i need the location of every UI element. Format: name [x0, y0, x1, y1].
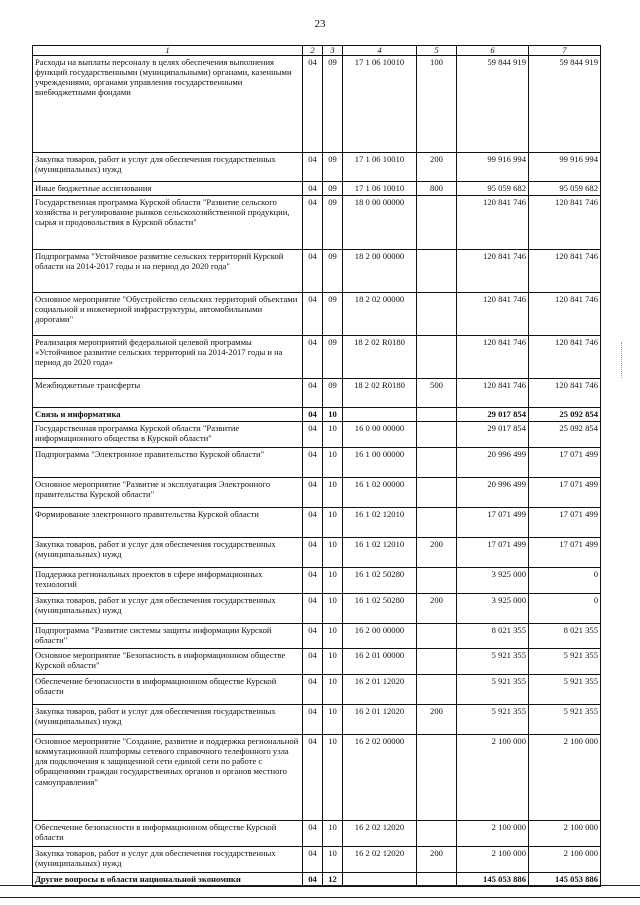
cell-sum1: 5 921 355: [457, 649, 529, 675]
cell-name: Межбюджетные трансферты: [33, 379, 303, 408]
cell-sum1: 99 916 994: [457, 153, 529, 182]
cell-sum2: 17 071 499: [529, 508, 601, 538]
table-row: [33, 568, 601, 594]
cell-rz: 04: [303, 705, 323, 735]
cell-sum1: 120 841 746: [457, 196, 529, 250]
cell-sum1: 2 100 000: [457, 735, 529, 821]
cell-name: Закупка товаров, работ и услуг для обеспечения государственных (муниципальных) нужд: [33, 538, 303, 568]
cell-sum2: 5 921 355: [529, 675, 601, 705]
cell-vr: 200: [417, 594, 457, 624]
header-cell: 7: [529, 46, 601, 56]
cell-sum2: 25 092 854: [529, 422, 601, 448]
cell-csr: 16 1 02 50280: [343, 568, 417, 594]
cell-rz: 04: [303, 624, 323, 649]
cell-name: Основное мероприятие "Обустройство сельских территорий объектами социальной и инженерной инфраструктуры, автомобильными дорогами": [33, 293, 303, 336]
cell-csr: 16 2 02 12020: [343, 847, 417, 873]
table-row: [33, 478, 601, 508]
header-cell: 6: [457, 46, 529, 56]
table-row: [33, 624, 601, 649]
cell-csr: 17 1 06 10010: [343, 153, 417, 182]
scan-margin-mark: [621, 342, 622, 378]
cell-rz: 04: [303, 408, 323, 422]
cell-name: Иные бюджетные ассигнования: [33, 182, 303, 196]
cell-vr: [417, 649, 457, 675]
cell-csr: 17 1 06 10010: [343, 56, 417, 153]
header-row: [33, 46, 601, 56]
cell-rz: 04: [303, 538, 323, 568]
cell-vr: [417, 336, 457, 379]
header-cell: 4: [343, 46, 417, 56]
cell-pr: 10: [323, 847, 343, 873]
cell-rz: 04: [303, 250, 323, 293]
cell-name: Обеспечение безопасности в информационном обществе Курской области: [33, 821, 303, 847]
table-body: [33, 56, 601, 887]
cell-pr: 10: [323, 422, 343, 448]
bottom-rule: [0, 885, 640, 886]
header-cell: 2: [303, 46, 323, 56]
cell-pr: 09: [323, 196, 343, 250]
table-row: [33, 196, 601, 250]
cell-vr: [417, 675, 457, 705]
cell-vr: 200: [417, 847, 457, 873]
table-row: [33, 153, 601, 182]
cell-sum1: 17 071 499: [457, 538, 529, 568]
cell-vr: 100: [417, 56, 457, 153]
table-row: [33, 508, 601, 538]
cell-vr: 200: [417, 705, 457, 735]
cell-sum2: 8 021 355: [529, 624, 601, 649]
cell-name: Закупка товаров, работ и услуг для обеспечения государственных (муниципальных) нужд: [33, 153, 303, 182]
cell-name: Закупка товаров, работ и услуг для обеспечения государственных (муниципальных) нужд: [33, 847, 303, 873]
cell-rz: 04: [303, 821, 323, 847]
cell-sum2: 120 841 746: [529, 196, 601, 250]
cell-vr: [417, 508, 457, 538]
cell-pr: 10: [323, 408, 343, 422]
cell-vr: 500: [417, 379, 457, 408]
cell-rz: 04: [303, 873, 323, 887]
cell-pr: 09: [323, 56, 343, 153]
cell-name: Основное мероприятие "Безопасность в информационном обществе Курской области": [33, 649, 303, 675]
cell-sum2: 2 100 000: [529, 847, 601, 873]
cell-sum2: 25 092 854: [529, 408, 601, 422]
cell-rz: 04: [303, 56, 323, 153]
cell-sum2: 5 921 355: [529, 705, 601, 735]
cell-sum1: 29 017 854: [457, 422, 529, 448]
table-row: [33, 735, 601, 821]
cell-sum1: 17 071 499: [457, 508, 529, 538]
cell-sum2: 17 071 499: [529, 538, 601, 568]
cell-pr: 09: [323, 293, 343, 336]
cell-csr: 16 1 00 00000: [343, 448, 417, 478]
cell-rz: 04: [303, 336, 323, 379]
cell-csr: 18 2 02 R0180: [343, 379, 417, 408]
cell-vr: [417, 478, 457, 508]
cell-name: Государственная программа Курской области "Развитие информационного общества в Курской области": [33, 422, 303, 448]
cell-csr: 16 1 02 00000: [343, 478, 417, 508]
cell-name: Формирование электронного правительства Курской области: [33, 508, 303, 538]
cell-csr: 16 2 00 00000: [343, 624, 417, 649]
table-row: [33, 448, 601, 478]
table-row: [33, 705, 601, 735]
cell-pr: 09: [323, 336, 343, 379]
cell-sum2: 5 921 355: [529, 649, 601, 675]
cell-pr: 10: [323, 649, 343, 675]
cell-csr: 18 2 02 00000: [343, 293, 417, 336]
cell-rz: 04: [303, 847, 323, 873]
cell-vr: [417, 821, 457, 847]
cell-rz: 04: [303, 153, 323, 182]
cell-csr: [343, 408, 417, 422]
cell-rz: 04: [303, 594, 323, 624]
table-row: [33, 675, 601, 705]
cell-rz: 04: [303, 379, 323, 408]
cell-vr: [417, 448, 457, 478]
cell-pr: 10: [323, 594, 343, 624]
cell-csr: 16 1 02 12010: [343, 538, 417, 568]
cell-vr: [417, 196, 457, 250]
table-row: [33, 182, 601, 196]
table-row: [33, 847, 601, 873]
cell-csr: 18 2 00 00000: [343, 250, 417, 293]
cell-sum2: 2 100 000: [529, 735, 601, 821]
cell-sum2: 145 053 886: [529, 873, 601, 887]
cell-pr: 09: [323, 250, 343, 293]
cell-pr: 10: [323, 538, 343, 568]
cell-name: Связь и информатика: [33, 408, 303, 422]
cell-sum2: 59 844 919: [529, 56, 601, 153]
cell-sum2: 99 916 994: [529, 153, 601, 182]
cell-rz: 04: [303, 293, 323, 336]
cell-pr: 10: [323, 624, 343, 649]
cell-pr: 10: [323, 735, 343, 821]
cell-pr: 09: [323, 153, 343, 182]
cell-csr: 16 2 02 12020: [343, 821, 417, 847]
cell-rz: 04: [303, 196, 323, 250]
cell-vr: [417, 422, 457, 448]
cell-sum1: 20 996 499: [457, 448, 529, 478]
header-cell: 5: [417, 46, 457, 56]
cell-pr: 10: [323, 675, 343, 705]
cell-vr: [417, 250, 457, 293]
table-row: [33, 56, 601, 153]
cell-sum1: 2 100 000: [457, 821, 529, 847]
cell-name: Подпрограмма "Развитие системы защиты информации Курской области": [33, 624, 303, 649]
cell-pr: 10: [323, 508, 343, 538]
cell-sum2: 120 841 746: [529, 293, 601, 336]
cell-csr: 18 2 02 R0180: [343, 336, 417, 379]
cell-name: Другие вопросы в области национальной экономики: [33, 873, 303, 887]
cell-sum2: 17 071 499: [529, 478, 601, 508]
cell-sum1: 3 925 000: [457, 568, 529, 594]
cell-vr: 200: [417, 153, 457, 182]
cell-name: Поддержка региональных проектов в сфере информационных технологий: [33, 568, 303, 594]
cell-sum1: 120 841 746: [457, 293, 529, 336]
table-row: [33, 594, 601, 624]
cell-rz: 04: [303, 649, 323, 675]
cell-vr: 200: [417, 538, 457, 568]
header-cell: 3: [323, 46, 343, 56]
table-row: [33, 336, 601, 379]
cell-sum1: 2 100 000: [457, 847, 529, 873]
table-row: [33, 538, 601, 568]
cell-csr: 17 1 06 10010: [343, 182, 417, 196]
cell-sum1: 5 921 355: [457, 675, 529, 705]
cell-name: Закупка товаров, работ и услуг для обеспечения государственных (муниципальных) нужд: [33, 594, 303, 624]
cell-pr: 10: [323, 448, 343, 478]
table-row: [33, 422, 601, 448]
cell-csr: 16 1 02 50280: [343, 594, 417, 624]
cell-rz: 04: [303, 735, 323, 821]
cell-name: Обеспечение безопасности в информационном обществе Курской области: [33, 675, 303, 705]
cell-vr: [417, 735, 457, 821]
budget-table: [32, 45, 601, 887]
page-number: 23: [314, 18, 326, 30]
cell-vr: 800: [417, 182, 457, 196]
cell-csr: 16 1 02 12010: [343, 508, 417, 538]
cell-sum2: 0: [529, 594, 601, 624]
cell-sum1: 8 021 355: [457, 624, 529, 649]
table-row: [33, 250, 601, 293]
cell-name: Основное мероприятие "Создание, развитие и поддержка региональной коммутационной платформы сетевого справочного телефонного узла для подключения к защищенной сети единой сети по работе с обращениями граждан государственных органов и органов местного самоуправления": [33, 735, 303, 821]
cell-sum1: 145 053 886: [457, 873, 529, 887]
cell-pr: 09: [323, 379, 343, 408]
cell-sum1: 95 059 682: [457, 182, 529, 196]
cell-sum2: 120 841 746: [529, 250, 601, 293]
cell-rz: 04: [303, 182, 323, 196]
cell-vr: [417, 408, 457, 422]
cell-pr: 10: [323, 568, 343, 594]
bottom-rule: [0, 897, 640, 898]
cell-rz: 04: [303, 675, 323, 705]
cell-vr: [417, 624, 457, 649]
cell-rz: 04: [303, 508, 323, 538]
cell-sum2: 95 059 682: [529, 182, 601, 196]
cell-sum1: 59 844 919: [457, 56, 529, 153]
cell-sum1: 20 996 499: [457, 478, 529, 508]
cell-sum1: 5 921 355: [457, 705, 529, 735]
cell-csr: 16 2 02 00000: [343, 735, 417, 821]
cell-rz: 04: [303, 422, 323, 448]
table-row: [33, 649, 601, 675]
cell-name: Подпрограмма "Устойчивое развитие сельских территорий Курской области на 2014-2017 годы и на период до 2020 года": [33, 250, 303, 293]
cell-sum1: 29 017 854: [457, 408, 529, 422]
cell-sum2: 17 071 499: [529, 448, 601, 478]
table-row: [33, 821, 601, 847]
table-row: [33, 408, 601, 422]
cell-csr: 16 2 01 12020: [343, 675, 417, 705]
cell-sum1: 3 925 000: [457, 594, 529, 624]
cell-sum2: 120 841 746: [529, 336, 601, 379]
cell-rz: 04: [303, 448, 323, 478]
table-row: [33, 379, 601, 408]
cell-sum2: 0: [529, 568, 601, 594]
cell-name: Расходы на выплаты персоналу в целях обеспечения выполнения функций государственными (муниципальными) органами, казенными учреждениями, органами управления государственными внебюджетными фондами: [33, 56, 303, 153]
table-row: [33, 293, 601, 336]
cell-pr: 09: [323, 182, 343, 196]
cell-name: Государственная программа Курской области "Развитие сельского хозяйства и регулирование рынков сельскохозяйственной продукции, сырья и продовольствия в Курской области": [33, 196, 303, 250]
cell-name: Подпрограмма "Электронное правительство Курской области": [33, 448, 303, 478]
cell-sum2: 120 841 746: [529, 379, 601, 408]
cell-sum2: 2 100 000: [529, 821, 601, 847]
cell-csr: 16 0 00 00000: [343, 422, 417, 448]
cell-rz: 04: [303, 478, 323, 508]
cell-pr: 10: [323, 478, 343, 508]
cell-name: Закупка товаров, работ и услуг для обеспечения государственных (муниципальных) нужд: [33, 705, 303, 735]
cell-pr: 12: [323, 873, 343, 887]
cell-sum1: 120 841 746: [457, 336, 529, 379]
cell-pr: 10: [323, 705, 343, 735]
header-cell: 1: [33, 46, 303, 56]
cell-csr: 18 0 00 00000: [343, 196, 417, 250]
cell-rz: 04: [303, 568, 323, 594]
cell-name: Реализация мероприятий федеральной целевой программы «Устойчивое развитие сельских территорий на 2014-2017 годы и на период до 2020 года»: [33, 336, 303, 379]
cell-csr: 16 2 01 12020: [343, 705, 417, 735]
cell-name: Основное мероприятие "Развитие и эксплуатация Электронного правительства Курской области": [33, 478, 303, 508]
cell-vr: [417, 293, 457, 336]
cell-vr: [417, 568, 457, 594]
cell-sum1: 120 841 746: [457, 250, 529, 293]
cell-csr: 16 2 01 00000: [343, 649, 417, 675]
cell-sum1: 120 841 746: [457, 379, 529, 408]
cell-pr: 10: [323, 821, 343, 847]
